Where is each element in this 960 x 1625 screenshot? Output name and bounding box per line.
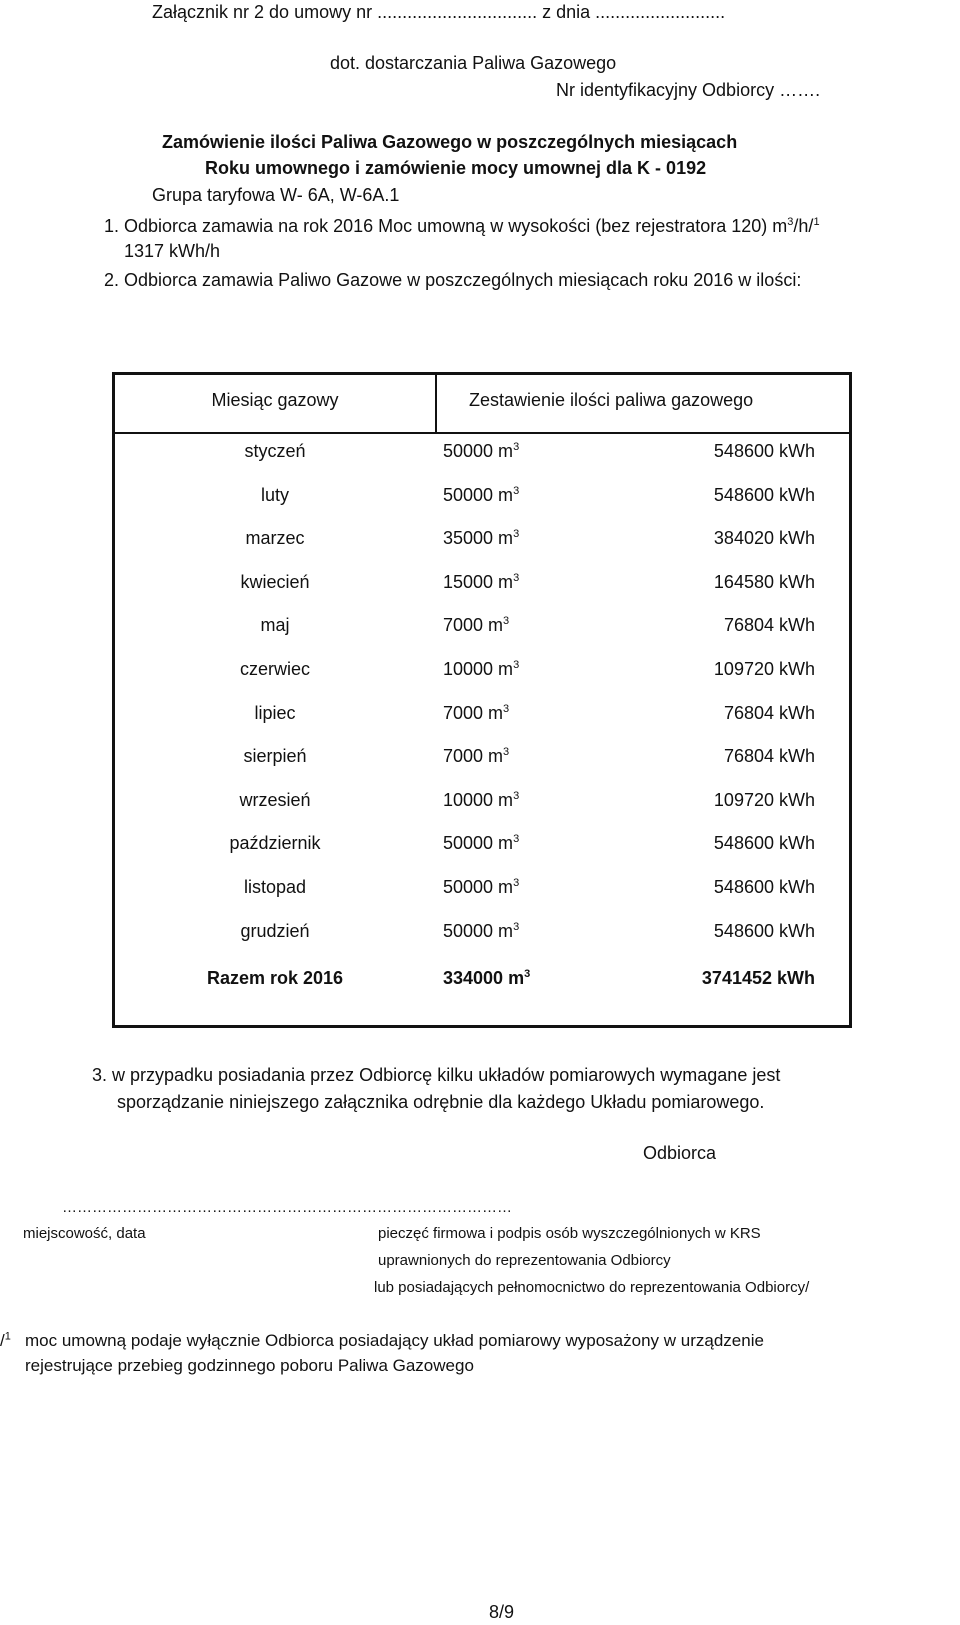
point-1-value: 1317 kWh/h <box>124 241 221 261</box>
footnote-marker: /$^1$ <box>0 1330 11 1350</box>
column-header-amount: Zestawienie ilości paliwa gazowego <box>469 390 754 410</box>
total-row-energy: 3741452 kWh <box>701 968 815 989</box>
table-row-month: listopad <box>243 877 307 897</box>
table-row-month: wrzesień <box>239 789 311 810</box>
table-row-energy: 164580 kWh <box>713 571 815 592</box>
point-3-line-1: 3. w przypadku posiadania przez Odbiorcę kilku układów pomiarowych wymagane jest <box>92 1065 781 1085</box>
table-row-month: sierpień <box>243 746 307 767</box>
header-divider <box>435 375 437 432</box>
regarding-line: dot. dostarczania Paliwa Gazowego <box>330 53 617 73</box>
table-row-month: październik <box>229 833 321 854</box>
footnote-line-2: rejestrujące przebieg godzinnego poboru Paliwa Gazowego <box>25 1356 474 1375</box>
volume-exponent: 3 <box>503 746 510 759</box>
table-row-month: czerwiec <box>239 659 310 679</box>
customer-id-line: Nr identyfikacyjny Odbiorcy ……. <box>556 80 821 100</box>
table-row-volume <box>443 659 623 680</box>
table-row-volume <box>443 528 623 549</box>
volume-value: 35000 m <box>443 528 514 549</box>
volume-exponent: 3 <box>513 833 520 846</box>
volume-exponent: 3 <box>513 920 520 933</box>
page-number: 8/9 <box>489 1602 515 1622</box>
table-row-energy: 548600 kWh <box>713 441 815 461</box>
column-header-month: Miesiąc gazowy <box>211 390 339 410</box>
volume-value: 7000 m <box>443 746 504 767</box>
volume-value: 7000 m <box>443 615 504 636</box>
volume-exponent: 3 <box>513 484 520 497</box>
table-row-volume <box>443 615 623 636</box>
point-1-footnote-ref: 1 <box>813 216 820 228</box>
volume-exponent: 3 <box>503 702 510 715</box>
table-row-energy: 548600 kWh <box>713 484 815 505</box>
volume-value: 50000 m <box>443 877 514 897</box>
total-row-label: Razem rok 2016 <box>206 968 344 989</box>
volume-exponent: 3 <box>513 441 520 453</box>
table-row-volume <box>443 441 623 462</box>
signature-party: Odbiorca <box>643 1143 717 1163</box>
table-row-volume <box>443 833 623 854</box>
volume-exponent: 3 <box>513 528 520 541</box>
stamp-label-2: uprawnionych do reprezentowania Odbiorcy <box>378 1252 671 1269</box>
tariff-group: Grupa taryfowa W- 6A, W-6A.1 <box>152 185 400 205</box>
title-line-1: Zamówienie ilości Paliwa Gazowego w poszczególnych miesiącach <box>162 132 738 152</box>
volume-value: 50000 m <box>443 833 514 854</box>
point-1-text: 1. Odbiorca zamawia na rok 2016 Moc umowną w wysokości (bez rejestratora 120) m <box>104 216 788 236</box>
volume-exponent: 3 <box>513 659 520 671</box>
attachment-line: Załącznik nr 2 do umowy nr ................................ z dnia .......................... <box>152 2 726 22</box>
point-1-sup: 3 <box>787 216 794 228</box>
point-1 <box>104 216 820 237</box>
volume-value: 50000 m <box>443 920 514 941</box>
volume-value: 15000 m <box>443 571 514 592</box>
point-2: 2. Odbiorca zamawia Paliwo Gazowe w poszczególnych miesiącach roku 2016 w ilości: <box>104 270 802 290</box>
stamp-label-1: pieczęć firmowa i podpis osób wyszczególnionych w KRS <box>378 1225 761 1242</box>
table-row-volume <box>443 790 623 811</box>
volume-value: 10000 m <box>443 789 514 810</box>
signature-dots: ……………………………………………………………………………… <box>62 1199 512 1216</box>
table-row-energy: 548600 kWh <box>713 833 815 854</box>
table-row-volume <box>443 572 623 593</box>
footnote-line-1: moc umowną podaje wyłącznie Odbiorca posiadający układ pomiarowy wyposażony w urządzenie <box>25 1331 764 1350</box>
table-row-energy: 109720 kWh <box>713 659 815 679</box>
volume-value: 334000 m <box>443 968 525 989</box>
stamp-label-3: lub posiadających pełnomocnictwo do reprezentowania Odbiorcy/ <box>374 1279 810 1296</box>
table-row-energy: 548600 kWh <box>713 920 815 941</box>
volume-value: 10000 m <box>443 659 514 679</box>
volume-exponent: 3 <box>503 615 510 628</box>
volume-value: 50000 m <box>443 441 514 461</box>
table-row-volume <box>443 746 623 767</box>
table-row-volume <box>443 921 623 942</box>
volume-exponent: 3 <box>513 571 520 584</box>
header-rule <box>115 432 849 434</box>
table-row-energy: 76804 kWh <box>723 615 815 636</box>
total-row-volume <box>443 968 623 989</box>
table-row-month: marzec <box>245 528 305 549</box>
table-row-volume <box>443 703 623 724</box>
volume-exponent: 3 <box>513 877 520 889</box>
table-row-volume <box>443 485 623 506</box>
volume-value: 50000 m <box>443 484 514 505</box>
table-row-energy: 384020 kWh <box>713 528 815 549</box>
title-line-2: Roku umownego i zamówienie mocy umownej dla K - 0192 <box>205 158 707 178</box>
table-row-month: lipiec <box>254 702 296 723</box>
monthly-quantity-table <box>112 372 852 1028</box>
table-row-month: styczeń <box>244 441 306 461</box>
table-row-energy: 76804 kWh <box>723 702 815 723</box>
table-row-energy: 548600 kWh <box>713 877 815 897</box>
table-row-month: luty <box>260 484 289 505</box>
table-row-volume <box>443 877 623 898</box>
place-date-label: miejscowość, data <box>23 1225 146 1242</box>
point-1-unit: /h/ <box>793 216 814 236</box>
table-row-month: kwiecień <box>240 571 310 592</box>
volume-exponent: 3 <box>524 968 531 981</box>
table-row-month: grudzień <box>240 920 310 941</box>
volume-exponent: 3 <box>513 789 520 802</box>
table-row-month: maj <box>260 615 290 636</box>
volume-value: 7000 m <box>443 702 504 723</box>
table-row-energy: 76804 kWh <box>723 746 815 767</box>
table-row-energy: 109720 kWh <box>713 789 815 810</box>
point-3-line-2: sporządzanie niniejszego załącznika odrębnie dla każdego Układu pomiarowego. <box>117 1092 765 1112</box>
